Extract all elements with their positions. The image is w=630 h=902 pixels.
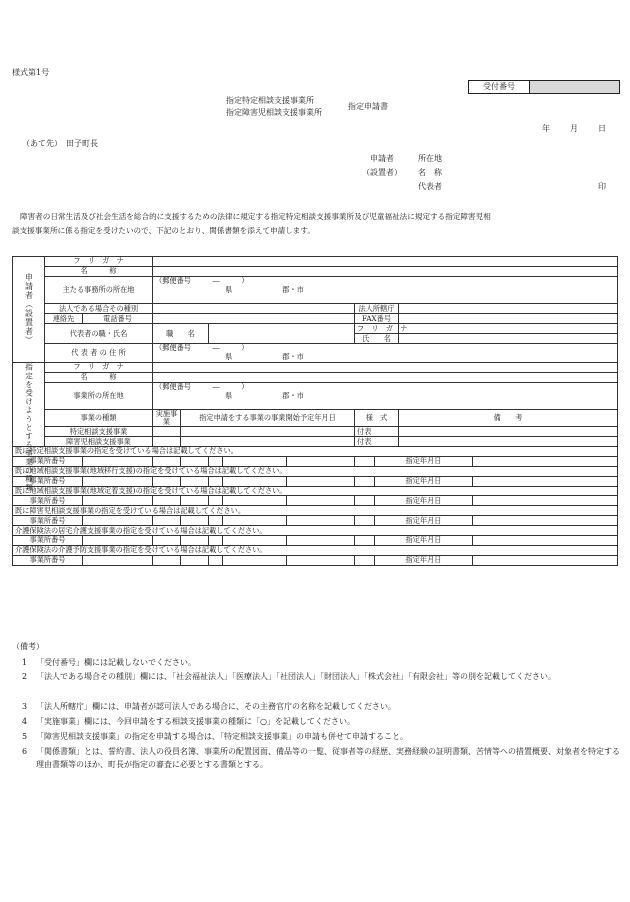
- office-name-field[interactable]: [153, 372, 618, 382]
- note-text: 「受付番号」欄には記載しないでください。: [36, 658, 196, 667]
- designated-date-field[interactable]: [473, 536, 618, 546]
- biz1-implement-field[interactable]: [153, 427, 181, 437]
- form-number: 様式第1号: [12, 68, 50, 77]
- rep-pref-city[interactable]: [153, 353, 618, 362]
- office-address-field[interactable]: [153, 400, 618, 409]
- biz2-start-date-field[interactable]: [181, 437, 355, 447]
- applicant-name-row-label: 名 称: [45, 266, 153, 276]
- corp-type-field[interactable]: [153, 304, 355, 314]
- receipt-number-field[interactable]: [530, 81, 619, 93]
- note-number: 1: [22, 658, 28, 667]
- office-pref: 県: [225, 390, 233, 400]
- contact-label: 連絡先: [45, 314, 83, 324]
- already-designated-3: 既に地域相談支援事業(地域定着支援)の指定を受けている場合は記載してください。: [13, 486, 618, 496]
- designated-date-label: 指定年月日: [375, 555, 473, 565]
- already-designated-2: 既に地域相談支援事業(地域移行支援)の指定を受けている場合は記載してください。: [13, 466, 618, 476]
- main-office-address-label: 主たる事務所の所在地: [45, 276, 153, 304]
- applicant-label: 申請者: [370, 154, 394, 163]
- applicant-section-label: 申請者（設置者）: [13, 257, 45, 363]
- note-number: 6: [22, 747, 28, 756]
- office-type-line2: 指定障害児相談支援事業所: [226, 108, 322, 117]
- date-year: 年: [542, 124, 550, 133]
- application-table: [12, 256, 618, 566]
- main-office-address-field[interactable]: [153, 295, 618, 304]
- office-number-label: 事業所番号: [13, 536, 83, 546]
- note-text: 「実施事業」欄には、今回申請をする相談支援事業の種類に「○」を記載してください。: [36, 717, 355, 726]
- document-title: 指定申請書: [348, 102, 388, 111]
- biz2-style: 付表: [355, 437, 399, 447]
- office-number-label: 事業所番号: [13, 555, 83, 565]
- fax-field[interactable]: [399, 314, 618, 324]
- applicant-address-label: 所在地: [418, 154, 442, 163]
- date-day: 日: [598, 124, 606, 133]
- designated-date-label: 指定年月日: [375, 476, 473, 486]
- remarks-label: 備 考: [399, 410, 618, 427]
- applicant-furigana-label: フ リ ガ ナ: [45, 257, 153, 267]
- biz1-remarks-field[interactable]: [399, 427, 618, 437]
- designated-date-label: 指定年月日: [375, 456, 473, 466]
- applicant-name-field[interactable]: [153, 266, 618, 276]
- receipt-number-box: [468, 80, 620, 94]
- designated-date-field[interactable]: [473, 555, 618, 565]
- note-number: 2: [22, 672, 28, 681]
- biz1-style: 付表: [355, 427, 399, 437]
- applicant-furigana-field[interactable]: [153, 257, 618, 267]
- rep-name-label: 氏 名: [355, 334, 399, 344]
- rep-furigana-field[interactable]: [399, 324, 618, 334]
- main-office-pref-city[interactable]: [153, 286, 618, 295]
- office-number-label: 事業所番号: [13, 496, 83, 506]
- rep-pref: 県: [225, 352, 233, 362]
- intro-line2: 談支援事業所に係る指定を受けたいので、下記のとおり、関係書類を添えて申請します。: [12, 226, 315, 235]
- note-number: 4: [22, 717, 28, 726]
- style-label: 様 式: [355, 410, 399, 427]
- designated-date-field[interactable]: [473, 456, 618, 466]
- office-city: 郡・市: [282, 390, 304, 400]
- office-number-label: 事業所番号: [13, 456, 83, 466]
- rep-city: 郡・市: [282, 352, 304, 362]
- office-type-line1: 指定特定相談支援事業所: [226, 96, 314, 105]
- corp-authority-field[interactable]: [399, 304, 618, 314]
- already-designated-5: 介護保険法の居宅介護支援事業の指定を受けている場合は記載してください。: [13, 526, 618, 536]
- office-number-label: 事業所番号: [13, 516, 83, 526]
- note-text: 「障害児相談支援事業」の指定を申請する場合は、「特定相談支援事業」の申請も併せて申請すること。: [36, 732, 408, 741]
- designated-date-field[interactable]: [473, 516, 618, 526]
- designated-date-label: 指定年月日: [375, 516, 473, 526]
- rep-name-field[interactable]: [399, 334, 618, 344]
- applicant-name-label: 名 称: [418, 168, 442, 177]
- intro-line1: 障害者の日常生活及び社会生活を総合的に支援するための法律に規定する指定特定相談支援事業所及び児童福祉法に規定する指定障害児相: [20, 212, 491, 221]
- designated-date-label: 指定年月日: [375, 496, 473, 506]
- biz2-implement-field[interactable]: [153, 437, 181, 447]
- biz2-remarks-field[interactable]: [399, 437, 618, 447]
- founder-label: （設置者）: [362, 168, 402, 177]
- corp-authority-label: 法人所轄庁: [355, 304, 399, 314]
- rep-address-label: 代 表 者 の 住 所: [45, 344, 153, 363]
- position-label: 職 名: [153, 324, 209, 344]
- office-number-label: 事業所番号: [13, 476, 83, 486]
- phone-field[interactable]: [153, 314, 355, 324]
- already-designated-6: 介護保険法の介護予防支援事業の指定を受けている場合は記載してください。: [13, 545, 618, 555]
- already-designated-4: 既に障害児相談支援事業の指定を受けている場合は記載してください。: [13, 506, 618, 516]
- office-furigana-field[interactable]: [153, 362, 618, 372]
- phone-label: 電話番号: [83, 314, 153, 324]
- note-text: 「関係書類」とは、誓約書、法人の役員名簿、事業所の配置図面、備品等の一覧、従事者等の経歴、実務経験の証明書類、苦情等への措置概要、対象者を特定する理由書類等のほか、町長が指定の審査に必要とする書類とする。: [36, 747, 620, 769]
- corp-type-label: 法人である場合その種別: [45, 304, 153, 314]
- position-field[interactable]: [209, 324, 355, 344]
- note-number: 5: [22, 732, 28, 741]
- already-designated-1: 既に特定相談支援事業の指定を受けている場合は記載してください。: [13, 447, 618, 457]
- office-pref-city[interactable]: [153, 391, 618, 400]
- main-office-postal[interactable]: （郵便番号 ― ）: [153, 276, 618, 285]
- rep-furigana-label: フ リ ガ ナ: [355, 324, 399, 334]
- main-office-pref: 県: [225, 285, 233, 295]
- representative-label: 代表者: [418, 182, 442, 191]
- addressee: （あて先） 田子町長: [22, 139, 98, 148]
- designated-date-field[interactable]: [473, 476, 618, 486]
- designated-date-field[interactable]: [473, 496, 618, 506]
- note-text: 「法人所轄庁」欄には、申請者が認可法人である場合に、その主務官庁の名称を記載してください。: [36, 702, 396, 711]
- fax-label: FAX番号: [355, 314, 399, 324]
- office-name-label: 名 称: [45, 372, 153, 382]
- implement-label: 実施事業: [153, 410, 181, 427]
- office-section-label: 指定を受けようとする事業の種類: [13, 362, 45, 446]
- office-address-label: 事業所の所在地: [45, 382, 153, 410]
- seal-mark: 印: [598, 182, 606, 191]
- office-postal[interactable]: （郵便番号 ― ）: [153, 382, 618, 391]
- biz1-start-date-field[interactable]: [181, 427, 355, 437]
- office-furigana-label: フ リ ガ ナ: [45, 362, 153, 372]
- start-date-label: 指定申請をする事業の事業開始予定年月日: [181, 410, 355, 427]
- main-office-city: 郡・市: [282, 285, 304, 295]
- biz1-label: 特定相談支援事業: [45, 427, 153, 437]
- note-number: 3: [22, 702, 28, 711]
- biz2-label: 障害児相談支援事業: [45, 437, 153, 447]
- receipt-number-label: 受付番号: [469, 81, 530, 93]
- rep-title-name-label: 代表者の職・氏名: [45, 324, 153, 344]
- designated-date-label: 指定年月日: [375, 536, 473, 546]
- date-month: 月: [570, 124, 578, 133]
- notes-heading: （備考）: [12, 642, 44, 651]
- note-text: 「法人である場合その種別」欄には、「社会福祉法人」「医療法人」「社団法人」「財団法人」「株式会社」「有限会社」等の別を記載してください。: [36, 672, 556, 681]
- rep-postal[interactable]: （郵便番号 ― ）: [153, 344, 618, 353]
- business-type-label: 事業の種類: [45, 410, 153, 427]
